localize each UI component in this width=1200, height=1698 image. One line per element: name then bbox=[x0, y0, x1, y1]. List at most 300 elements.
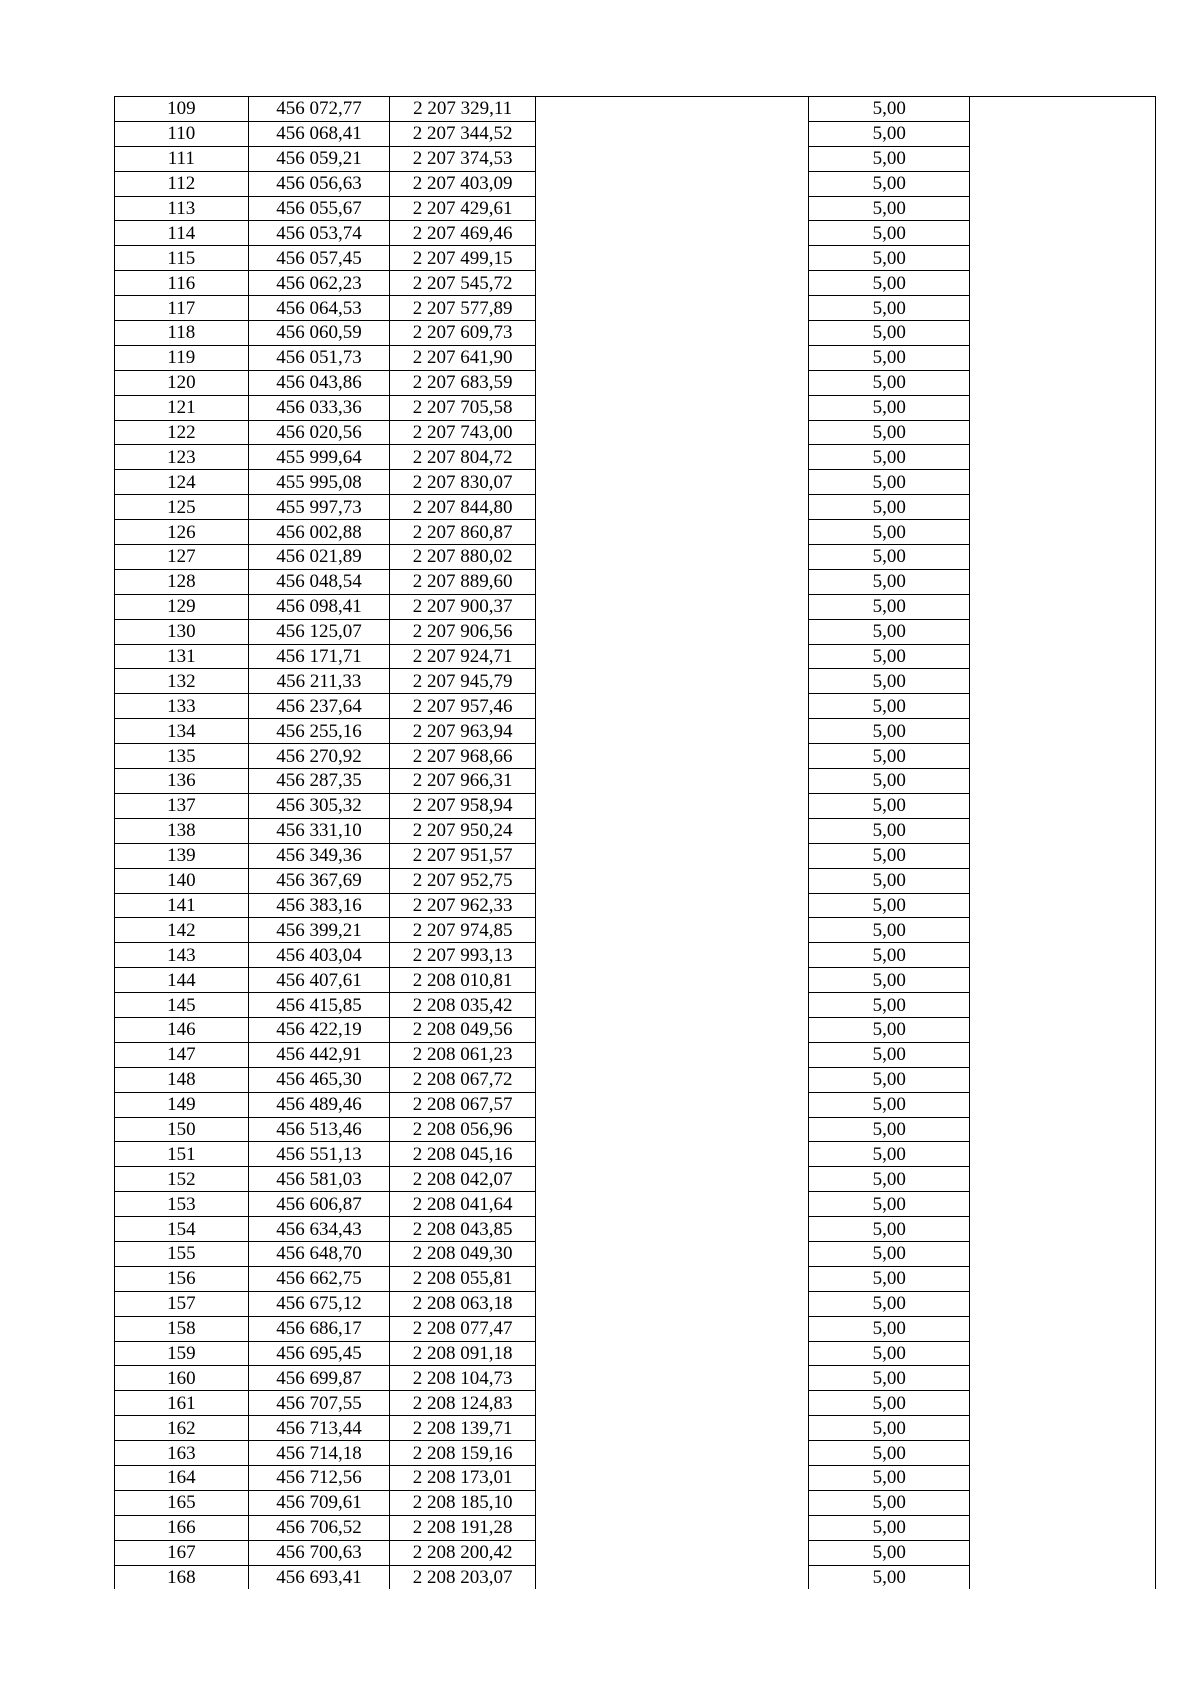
table-row bbox=[115, 918, 1156, 943]
blank-cell bbox=[536, 1316, 809, 1341]
accuracy-cell: 5,00 bbox=[809, 1565, 970, 1589]
accuracy-cell: 5,00 bbox=[809, 1515, 970, 1540]
accuracy-cell: 5,00 bbox=[809, 121, 970, 146]
point-number-cell: 124 bbox=[115, 470, 249, 495]
point-number-cell: 157 bbox=[115, 1291, 249, 1316]
table-row bbox=[115, 644, 1156, 669]
point-number-cell: 135 bbox=[115, 744, 249, 769]
note-cell bbox=[970, 1217, 1156, 1242]
x-coordinate-cell: 456 056,63 bbox=[248, 171, 390, 196]
y-coordinate-cell: 2 207 577,89 bbox=[390, 296, 536, 321]
table-row bbox=[115, 868, 1156, 893]
blank-cell bbox=[536, 1441, 809, 1466]
blank-cell bbox=[536, 594, 809, 619]
x-coordinate-cell: 456 383,16 bbox=[248, 893, 390, 918]
y-coordinate-cell: 2 208 061,23 bbox=[390, 1042, 536, 1067]
table-row bbox=[115, 1067, 1156, 1092]
accuracy-cell: 5,00 bbox=[809, 818, 970, 843]
y-coordinate-cell: 2 207 924,71 bbox=[390, 644, 536, 669]
note-cell bbox=[970, 769, 1156, 794]
accuracy-cell: 5,00 bbox=[809, 345, 970, 370]
note-cell bbox=[970, 594, 1156, 619]
note-cell bbox=[970, 843, 1156, 868]
note-cell bbox=[970, 744, 1156, 769]
note-cell bbox=[970, 1241, 1156, 1266]
point-number-cell: 127 bbox=[115, 545, 249, 570]
blank-cell bbox=[536, 1565, 809, 1589]
blank-cell bbox=[536, 1366, 809, 1391]
table-row bbox=[115, 395, 1156, 420]
coordinates-table-body bbox=[115, 97, 1156, 1590]
x-coordinate-cell: 455 997,73 bbox=[248, 495, 390, 520]
accuracy-cell: 5,00 bbox=[809, 146, 970, 171]
point-number-cell: 160 bbox=[115, 1366, 249, 1391]
blank-cell bbox=[536, 769, 809, 794]
accuracy-cell: 5,00 bbox=[809, 719, 970, 744]
blank-cell bbox=[536, 370, 809, 395]
table-row bbox=[115, 1042, 1156, 1067]
x-coordinate-cell: 456 270,92 bbox=[248, 744, 390, 769]
note-cell bbox=[970, 470, 1156, 495]
note-cell bbox=[970, 943, 1156, 968]
point-number-cell: 164 bbox=[115, 1465, 249, 1490]
point-number-cell: 129 bbox=[115, 594, 249, 619]
blank-cell bbox=[536, 893, 809, 918]
x-coordinate-cell: 456 048,54 bbox=[248, 569, 390, 594]
note-cell bbox=[970, 545, 1156, 570]
note-cell bbox=[970, 1192, 1156, 1217]
blank-cell bbox=[536, 1217, 809, 1242]
note-cell bbox=[970, 1067, 1156, 1092]
point-number-cell: 141 bbox=[115, 893, 249, 918]
blank-cell bbox=[536, 644, 809, 669]
x-coordinate-cell: 456 714,18 bbox=[248, 1441, 390, 1466]
blank-cell bbox=[536, 1391, 809, 1416]
x-coordinate-cell: 455 995,08 bbox=[248, 470, 390, 495]
table-row bbox=[115, 1316, 1156, 1341]
y-coordinate-cell: 2 208 104,73 bbox=[390, 1366, 536, 1391]
x-coordinate-cell: 456 399,21 bbox=[248, 918, 390, 943]
table-row bbox=[115, 1540, 1156, 1565]
table-row bbox=[115, 843, 1156, 868]
point-number-cell: 155 bbox=[115, 1241, 249, 1266]
accuracy-cell: 5,00 bbox=[809, 893, 970, 918]
y-coordinate-cell: 2 207 900,37 bbox=[390, 594, 536, 619]
table-row bbox=[115, 1441, 1156, 1466]
note-cell bbox=[970, 221, 1156, 246]
blank-cell bbox=[536, 1291, 809, 1316]
note-cell bbox=[970, 246, 1156, 271]
point-number-cell: 123 bbox=[115, 445, 249, 470]
x-coordinate-cell: 456 699,87 bbox=[248, 1366, 390, 1391]
accuracy-cell: 5,00 bbox=[809, 470, 970, 495]
accuracy-cell: 5,00 bbox=[809, 1316, 970, 1341]
blank-cell bbox=[536, 968, 809, 993]
accuracy-cell: 5,00 bbox=[809, 321, 970, 346]
accuracy-cell: 5,00 bbox=[809, 1067, 970, 1092]
blank-cell bbox=[536, 321, 809, 346]
table-row bbox=[115, 1142, 1156, 1167]
table-row bbox=[115, 1192, 1156, 1217]
note-cell bbox=[970, 370, 1156, 395]
table-row bbox=[115, 1117, 1156, 1142]
table-row bbox=[115, 1416, 1156, 1441]
accuracy-cell: 5,00 bbox=[809, 271, 970, 296]
note-cell bbox=[970, 445, 1156, 470]
note-cell bbox=[970, 196, 1156, 221]
blank-cell bbox=[536, 196, 809, 221]
table-row bbox=[115, 744, 1156, 769]
note-cell bbox=[970, 993, 1156, 1018]
blank-cell bbox=[536, 694, 809, 719]
point-number-cell: 114 bbox=[115, 221, 249, 246]
accuracy-cell: 5,00 bbox=[809, 1441, 970, 1466]
y-coordinate-cell: 2 207 945,79 bbox=[390, 669, 536, 694]
accuracy-cell: 5,00 bbox=[809, 619, 970, 644]
x-coordinate-cell: 456 068,41 bbox=[248, 121, 390, 146]
y-coordinate-cell: 2 207 429,61 bbox=[390, 196, 536, 221]
y-coordinate-cell: 2 207 683,59 bbox=[390, 370, 536, 395]
note-cell bbox=[970, 1167, 1156, 1192]
table-row bbox=[115, 569, 1156, 594]
point-number-cell: 167 bbox=[115, 1540, 249, 1565]
x-coordinate-cell: 456 020,56 bbox=[248, 420, 390, 445]
x-coordinate-cell: 456 551,13 bbox=[248, 1142, 390, 1167]
y-coordinate-cell: 2 207 743,00 bbox=[390, 420, 536, 445]
blank-cell bbox=[536, 445, 809, 470]
note-cell bbox=[970, 1092, 1156, 1117]
blank-cell bbox=[536, 1416, 809, 1441]
y-coordinate-cell: 2 207 950,24 bbox=[390, 818, 536, 843]
y-coordinate-cell: 2 208 041,64 bbox=[390, 1192, 536, 1217]
x-coordinate-cell: 456 415,85 bbox=[248, 993, 390, 1018]
blank-cell bbox=[536, 1241, 809, 1266]
accuracy-cell: 5,00 bbox=[809, 246, 970, 271]
point-number-cell: 168 bbox=[115, 1565, 249, 1589]
y-coordinate-cell: 2 207 830,07 bbox=[390, 470, 536, 495]
blank-cell bbox=[536, 1167, 809, 1192]
point-number-cell: 131 bbox=[115, 644, 249, 669]
note-cell bbox=[970, 420, 1156, 445]
accuracy-cell: 5,00 bbox=[809, 1465, 970, 1490]
note-cell bbox=[970, 1416, 1156, 1441]
x-coordinate-cell: 456 442,91 bbox=[248, 1042, 390, 1067]
y-coordinate-cell: 2 207 963,94 bbox=[390, 719, 536, 744]
note-cell bbox=[970, 296, 1156, 321]
table-row bbox=[115, 221, 1156, 246]
table-row bbox=[115, 968, 1156, 993]
accuracy-cell: 5,00 bbox=[809, 1241, 970, 1266]
accuracy-cell: 5,00 bbox=[809, 1017, 970, 1042]
y-coordinate-cell: 2 207 860,87 bbox=[390, 520, 536, 545]
blank-cell bbox=[536, 744, 809, 769]
accuracy-cell: 5,00 bbox=[809, 943, 970, 968]
x-coordinate-cell: 456 125,07 bbox=[248, 619, 390, 644]
blank-cell bbox=[536, 1341, 809, 1366]
table-row bbox=[115, 1341, 1156, 1366]
x-coordinate-cell: 456 713,44 bbox=[248, 1416, 390, 1441]
accuracy-cell: 5,00 bbox=[809, 1391, 970, 1416]
blank-cell bbox=[536, 1192, 809, 1217]
accuracy-cell: 5,00 bbox=[809, 918, 970, 943]
point-number-cell: 121 bbox=[115, 395, 249, 420]
table-row bbox=[115, 1490, 1156, 1515]
blank-cell bbox=[536, 520, 809, 545]
y-coordinate-cell: 2 208 203,07 bbox=[390, 1565, 536, 1589]
x-coordinate-cell: 456 606,87 bbox=[248, 1192, 390, 1217]
point-number-cell: 165 bbox=[115, 1490, 249, 1515]
x-coordinate-cell: 456 695,45 bbox=[248, 1341, 390, 1366]
table-row bbox=[115, 296, 1156, 321]
blank-cell bbox=[536, 420, 809, 445]
table-row bbox=[115, 271, 1156, 296]
blank-cell bbox=[536, 993, 809, 1018]
accuracy-cell: 5,00 bbox=[809, 694, 970, 719]
point-number-cell: 111 bbox=[115, 146, 249, 171]
note-cell bbox=[970, 171, 1156, 196]
note-cell bbox=[970, 669, 1156, 694]
x-coordinate-cell: 456 211,33 bbox=[248, 669, 390, 694]
x-coordinate-cell: 456 062,23 bbox=[248, 271, 390, 296]
accuracy-cell: 5,00 bbox=[809, 221, 970, 246]
y-coordinate-cell: 2 207 545,72 bbox=[390, 271, 536, 296]
point-number-cell: 158 bbox=[115, 1316, 249, 1341]
y-coordinate-cell: 2 207 951,57 bbox=[390, 843, 536, 868]
blank-cell bbox=[536, 1092, 809, 1117]
table-row bbox=[115, 1366, 1156, 1391]
x-coordinate-cell: 456 064,53 bbox=[248, 296, 390, 321]
x-coordinate-cell: 456 686,17 bbox=[248, 1316, 390, 1341]
x-coordinate-cell: 456 051,73 bbox=[248, 345, 390, 370]
x-coordinate-cell: 456 675,12 bbox=[248, 1291, 390, 1316]
note-cell bbox=[970, 1515, 1156, 1540]
y-coordinate-cell: 2 208 139,71 bbox=[390, 1416, 536, 1441]
point-number-cell: 145 bbox=[115, 993, 249, 1018]
point-number-cell: 147 bbox=[115, 1042, 249, 1067]
point-number-cell: 156 bbox=[115, 1266, 249, 1291]
accuracy-cell: 5,00 bbox=[809, 1117, 970, 1142]
table-row bbox=[115, 171, 1156, 196]
blank-cell bbox=[536, 221, 809, 246]
note-cell bbox=[970, 719, 1156, 744]
table-row bbox=[115, 470, 1156, 495]
point-number-cell: 144 bbox=[115, 968, 249, 993]
note-cell bbox=[970, 1441, 1156, 1466]
accuracy-cell: 5,00 bbox=[809, 196, 970, 221]
x-coordinate-cell: 455 999,64 bbox=[248, 445, 390, 470]
note-cell bbox=[970, 495, 1156, 520]
y-coordinate-cell: 2 208 010,81 bbox=[390, 968, 536, 993]
y-coordinate-cell: 2 208 063,18 bbox=[390, 1291, 536, 1316]
blank-cell bbox=[536, 1266, 809, 1291]
note-cell bbox=[970, 395, 1156, 420]
accuracy-cell: 5,00 bbox=[809, 1540, 970, 1565]
note-cell bbox=[970, 1465, 1156, 1490]
blank-cell bbox=[536, 345, 809, 370]
x-coordinate-cell: 456 712,56 bbox=[248, 1465, 390, 1490]
accuracy-cell: 5,00 bbox=[809, 769, 970, 794]
note-cell bbox=[970, 793, 1156, 818]
table-row bbox=[115, 893, 1156, 918]
x-coordinate-cell: 456 255,16 bbox=[248, 719, 390, 744]
blank-cell bbox=[536, 296, 809, 321]
y-coordinate-cell: 2 207 844,80 bbox=[390, 495, 536, 520]
note-cell bbox=[970, 321, 1156, 346]
y-coordinate-cell: 2 207 499,15 bbox=[390, 246, 536, 271]
blank-cell bbox=[536, 943, 809, 968]
point-number-cell: 110 bbox=[115, 121, 249, 146]
note-cell bbox=[970, 146, 1156, 171]
point-number-cell: 119 bbox=[115, 345, 249, 370]
note-cell bbox=[970, 918, 1156, 943]
table-row bbox=[115, 370, 1156, 395]
point-number-cell: 136 bbox=[115, 769, 249, 794]
y-coordinate-cell: 2 208 055,81 bbox=[390, 1266, 536, 1291]
y-coordinate-cell: 2 208 191,28 bbox=[390, 1515, 536, 1540]
table-row bbox=[115, 420, 1156, 445]
x-coordinate-cell: 456 057,45 bbox=[248, 246, 390, 271]
point-number-cell: 138 bbox=[115, 818, 249, 843]
note-cell bbox=[970, 1391, 1156, 1416]
y-coordinate-cell: 2 208 200,42 bbox=[390, 1540, 536, 1565]
x-coordinate-cell: 456 634,43 bbox=[248, 1217, 390, 1242]
accuracy-cell: 5,00 bbox=[809, 968, 970, 993]
table-row bbox=[115, 146, 1156, 171]
x-coordinate-cell: 456 648,70 bbox=[248, 1241, 390, 1266]
table-row bbox=[115, 1565, 1156, 1589]
y-coordinate-cell: 2 207 469,46 bbox=[390, 221, 536, 246]
blank-cell bbox=[536, 1465, 809, 1490]
point-number-cell: 134 bbox=[115, 719, 249, 744]
x-coordinate-cell: 456 706,52 bbox=[248, 1515, 390, 1540]
table-row bbox=[115, 445, 1156, 470]
y-coordinate-cell: 2 207 880,02 bbox=[390, 545, 536, 570]
table-row bbox=[115, 345, 1156, 370]
coordinates-table bbox=[114, 96, 1156, 1589]
note-cell bbox=[970, 868, 1156, 893]
y-coordinate-cell: 2 207 974,85 bbox=[390, 918, 536, 943]
table-row bbox=[115, 769, 1156, 794]
note-cell bbox=[970, 1142, 1156, 1167]
accuracy-cell: 5,00 bbox=[809, 1490, 970, 1515]
accuracy-cell: 5,00 bbox=[809, 1341, 970, 1366]
x-coordinate-cell: 456 489,46 bbox=[248, 1092, 390, 1117]
x-coordinate-cell: 456 403,04 bbox=[248, 943, 390, 968]
point-number-cell: 133 bbox=[115, 694, 249, 719]
blank-cell bbox=[536, 669, 809, 694]
y-coordinate-cell: 2 208 091,18 bbox=[390, 1341, 536, 1366]
y-coordinate-cell: 2 208 124,83 bbox=[390, 1391, 536, 1416]
x-coordinate-cell: 456 043,86 bbox=[248, 370, 390, 395]
accuracy-cell: 5,00 bbox=[809, 644, 970, 669]
x-coordinate-cell: 456 033,36 bbox=[248, 395, 390, 420]
x-coordinate-cell: 456 002,88 bbox=[248, 520, 390, 545]
y-coordinate-cell: 2 207 344,52 bbox=[390, 121, 536, 146]
table-row bbox=[115, 793, 1156, 818]
note-cell bbox=[970, 1565, 1156, 1589]
point-number-cell: 112 bbox=[115, 171, 249, 196]
blank-cell bbox=[536, 545, 809, 570]
note-cell bbox=[970, 644, 1156, 669]
y-coordinate-cell: 2 208 042,07 bbox=[390, 1167, 536, 1192]
blank-cell bbox=[536, 97, 809, 122]
y-coordinate-cell: 2 208 173,01 bbox=[390, 1465, 536, 1490]
blank-cell bbox=[536, 1042, 809, 1067]
table-row bbox=[115, 196, 1156, 221]
y-coordinate-cell: 2 207 952,75 bbox=[390, 868, 536, 893]
point-number-cell: 150 bbox=[115, 1117, 249, 1142]
x-coordinate-cell: 456 021,89 bbox=[248, 545, 390, 570]
accuracy-cell: 5,00 bbox=[809, 1416, 970, 1441]
blank-cell bbox=[536, 918, 809, 943]
accuracy-cell: 5,00 bbox=[809, 1092, 970, 1117]
x-coordinate-cell: 456 709,61 bbox=[248, 1490, 390, 1515]
y-coordinate-cell: 2 208 035,42 bbox=[390, 993, 536, 1018]
accuracy-cell: 5,00 bbox=[809, 1192, 970, 1217]
y-coordinate-cell: 2 208 077,47 bbox=[390, 1316, 536, 1341]
blank-cell bbox=[536, 818, 809, 843]
table-row bbox=[115, 1017, 1156, 1042]
table-row bbox=[115, 1266, 1156, 1291]
blank-cell bbox=[536, 843, 809, 868]
table-row bbox=[115, 1092, 1156, 1117]
blank-cell bbox=[536, 1067, 809, 1092]
x-coordinate-cell: 456 171,71 bbox=[248, 644, 390, 669]
note-cell bbox=[970, 1490, 1156, 1515]
table-row bbox=[115, 545, 1156, 570]
point-number-cell: 163 bbox=[115, 1441, 249, 1466]
y-coordinate-cell: 2 207 889,60 bbox=[390, 569, 536, 594]
y-coordinate-cell: 2 207 403,09 bbox=[390, 171, 536, 196]
note-cell bbox=[970, 1540, 1156, 1565]
accuracy-cell: 5,00 bbox=[809, 370, 970, 395]
table-row bbox=[115, 1465, 1156, 1490]
blank-cell bbox=[536, 395, 809, 420]
accuracy-cell: 5,00 bbox=[809, 495, 970, 520]
point-number-cell: 154 bbox=[115, 1217, 249, 1242]
point-number-cell: 115 bbox=[115, 246, 249, 271]
blank-cell bbox=[536, 1540, 809, 1565]
y-coordinate-cell: 2 208 049,56 bbox=[390, 1017, 536, 1042]
x-coordinate-cell: 456 098,41 bbox=[248, 594, 390, 619]
accuracy-cell: 5,00 bbox=[809, 669, 970, 694]
table-row bbox=[115, 619, 1156, 644]
table-row bbox=[115, 1167, 1156, 1192]
y-coordinate-cell: 2 208 067,57 bbox=[390, 1092, 536, 1117]
x-coordinate-cell: 456 059,21 bbox=[248, 146, 390, 171]
accuracy-cell: 5,00 bbox=[809, 868, 970, 893]
blank-cell bbox=[536, 868, 809, 893]
point-number-cell: 132 bbox=[115, 669, 249, 694]
note-cell bbox=[970, 1017, 1156, 1042]
y-coordinate-cell: 2 208 056,96 bbox=[390, 1117, 536, 1142]
point-number-cell: 166 bbox=[115, 1515, 249, 1540]
table-row bbox=[115, 246, 1156, 271]
x-coordinate-cell: 456 693,41 bbox=[248, 1565, 390, 1589]
y-coordinate-cell: 2 207 329,11 bbox=[390, 97, 536, 122]
y-coordinate-cell: 2 208 045,16 bbox=[390, 1142, 536, 1167]
note-cell bbox=[970, 520, 1156, 545]
accuracy-cell: 5,00 bbox=[809, 420, 970, 445]
note-cell bbox=[970, 1316, 1156, 1341]
point-number-cell: 153 bbox=[115, 1192, 249, 1217]
y-coordinate-cell: 2 207 958,94 bbox=[390, 793, 536, 818]
y-coordinate-cell: 2 207 966,31 bbox=[390, 769, 536, 794]
point-number-cell: 118 bbox=[115, 321, 249, 346]
table-row bbox=[115, 669, 1156, 694]
point-number-cell: 128 bbox=[115, 569, 249, 594]
y-coordinate-cell: 2 207 374,53 bbox=[390, 146, 536, 171]
